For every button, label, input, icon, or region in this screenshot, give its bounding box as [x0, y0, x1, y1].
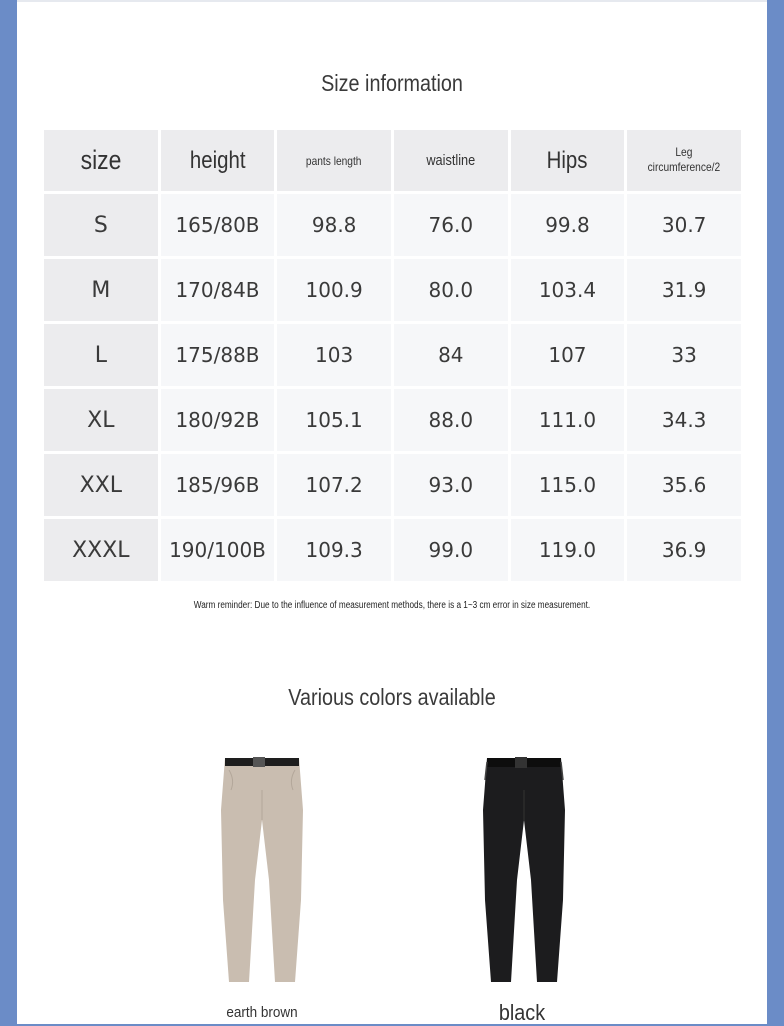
- size-table-header-row: [44, 130, 741, 191]
- measurement-cell: 80.0: [394, 259, 508, 321]
- measurement-cell: 98.8: [277, 194, 391, 256]
- measurement-cell: 190/100B: [161, 519, 275, 581]
- size-table-row: [44, 259, 741, 321]
- size-table-row: [44, 324, 741, 386]
- measurement-cell: 100.9: [277, 259, 391, 321]
- measurement-cell: 115.0: [511, 454, 625, 516]
- size-cell: XL: [44, 389, 158, 451]
- measurement-cell: 105.1: [277, 389, 391, 451]
- header-pants-length: pants length: [277, 130, 391, 191]
- measurement-cell: 107.2: [277, 454, 391, 516]
- measurement-cell: 34.3: [627, 389, 741, 451]
- size-cell: XXL: [44, 454, 158, 516]
- size-cell: M: [44, 259, 158, 321]
- top-divider: [17, 0, 767, 2]
- measurement-cell: 93.0: [394, 454, 508, 516]
- size-info-title: Size information: [321, 70, 463, 96]
- header-waistline: waistline: [394, 130, 508, 191]
- measurement-cell: 185/96B: [161, 454, 275, 516]
- measurement-cell: 99.8: [511, 194, 625, 256]
- size-table: [41, 127, 744, 584]
- size-table-row: [44, 389, 741, 451]
- measurement-cell: 30.7: [627, 194, 741, 256]
- colors-title: Various colors available: [288, 684, 496, 710]
- size-table-row: [44, 194, 741, 256]
- measurement-cell: 88.0: [394, 389, 508, 451]
- measurement-cell: 165/80B: [161, 194, 275, 256]
- color-label-black: black: [498, 1000, 546, 1025]
- measurement-cell: 31.9: [627, 259, 741, 321]
- measurement-cell: 84: [394, 324, 508, 386]
- measurement-cell: 111.0: [511, 389, 625, 451]
- header-leg-circumference: Leg circumference/2: [627, 130, 741, 191]
- measurement-cell: 175/88B: [161, 324, 275, 386]
- measurement-cell: 180/92B: [161, 389, 275, 451]
- size-cell: XXXL: [44, 519, 158, 581]
- black-pants-image: [481, 750, 567, 986]
- header-size: size: [44, 130, 158, 191]
- measurement-cell: 76.0: [394, 194, 508, 256]
- size-cell: L: [44, 324, 158, 386]
- measurement-cell: 170/84B: [161, 259, 275, 321]
- measurement-reminder: Warm reminder: Due to the influence of measurement methods, there is a 1~3 cm error in size measurement.: [193, 600, 591, 611]
- measurement-cell: 99.0: [394, 519, 508, 581]
- header-hips: Hips: [511, 130, 625, 191]
- size-table-row: [44, 454, 741, 516]
- product-detail-page: [17, 0, 767, 1024]
- size-table-row: [44, 519, 741, 581]
- measurement-cell: 33: [627, 324, 741, 386]
- measurement-cell: 103.4: [511, 259, 625, 321]
- measurement-cell: 35.6: [627, 454, 741, 516]
- size-cell: S: [44, 194, 158, 256]
- measurement-cell: 103: [277, 324, 391, 386]
- measurement-cell: 107: [511, 324, 625, 386]
- measurement-cell: 109.3: [277, 519, 391, 581]
- measurement-cell: 119.0: [511, 519, 625, 581]
- color-label-earth-brown: earth brown: [226, 1004, 298, 1021]
- header-height: height: [161, 130, 275, 191]
- earth-brown-pants-image: [217, 750, 307, 986]
- measurement-cell: 36.9: [627, 519, 741, 581]
